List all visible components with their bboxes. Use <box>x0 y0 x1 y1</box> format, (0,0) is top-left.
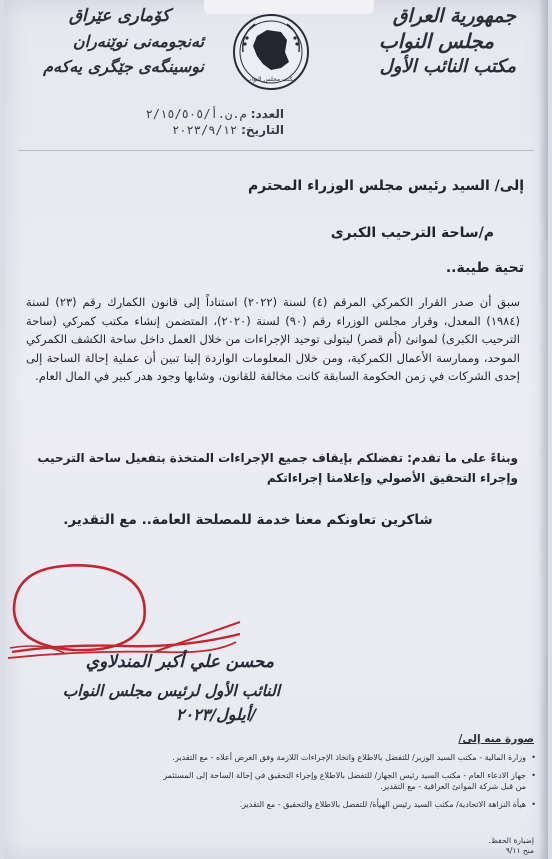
copies-footer <box>374 836 534 855</box>
addressee: إلى/ السيد رئيس مجلس الوزراء المحترم <box>247 178 524 194</box>
letter-request: وبناءً على ما تقدم: تفضلكم بإيقاف جميع الإجراءات المتخذة بتفعيل ساحة الترحيب وإجراء التحقيق الأصولي وإعلامنا إجراءاتكم <box>37 451 518 485</box>
letterhead-council: مجلس النواب <box>378 29 494 53</box>
signatory-title: النائب الأول لرئيس مجلس النواب <box>62 681 280 700</box>
emblem-caption: مكتب مجلس النواب <box>245 76 297 83</box>
reference-date-label: التاريخ: <box>241 123 284 137</box>
copy-recipient: • وزارة المالية - مكتب السيد الوزير/ للتفضل بالاطلاع واتخاذ الإجراءات اللازمة وفق الغرض أعلاه - مع التقدير. <box>154 752 536 764</box>
letterhead-arabic <box>356 4 516 79</box>
greeting: تحية طيبة.. <box>445 260 524 276</box>
reference-date-value: ٢٠٢٣/٩/١٢ <box>172 123 238 137</box>
letterhead-office-kurdish: نوسینگه‌ی جێگری یه‌كه‌م <box>43 57 204 76</box>
letter-body: سبق أن صدر القرار الكمركي المرقم (٤) لسنة (٢٠٢٢) استناداً إلى قانون الكمارك رقم (٢٣) لسنة (١٩٨٤) المعدل، وقرار مجلس الوزراء رقم (٩٠) لسنة (٢٠٢٠)، المتضمن إنشاء مكتب كمركي (ساحة الترحيب الكبرى) لموانئ (أم قصر) ليتولى توحيد الإجراءات من خلال العمل داخل ساحة الكشف الكمركي الموحد، وممارسة الأعمال الكمركية، ومن خلال المعلومات الواردة إلينا تبين أن عملية إحالة الساحة إلى إحدى الشركات في زمن الحكومة السابقة كانت مخالفة للقانون، وشابها وجود هدر كبير في المال العام. <box>26 295 521 384</box>
letterhead-country-kurdish: كۆماری عێراق <box>68 6 170 26</box>
reference-date <box>24 122 284 138</box>
letter-sheet <box>4 0 548 859</box>
reference-number <box>24 106 284 122</box>
letterhead-kurdish <box>34 4 204 79</box>
reference-number-value: م.ن.أ/٢/١٥/٥٠٥ <box>145 107 247 121</box>
header-divider <box>18 150 534 151</box>
copies-heading: صورة منه إلى/ <box>458 733 534 745</box>
reference-number-label: العدد: <box>250 107 284 121</box>
closing-line: شاكرين تعاونكم معنا خدمة للمصلحة العامة.. مع التقدير. <box>63 512 433 528</box>
parliament-emblem-icon <box>231 12 311 92</box>
archive-note: إضبارة الحفظ. <box>488 836 534 845</box>
copy-recipient: • هيأة النزاهة الاتحادية/ مكتب السيد رئيس الهيأة/ للتفضل بالاطلاع والتحقيق - مع التقدير. <box>154 799 536 811</box>
scan-edge-shadow <box>538 0 548 859</box>
letterhead-office: مكتب النائب الأول <box>379 56 516 77</box>
signatory-name: محسن علي أكبر المندلاوي <box>85 652 274 672</box>
signature-date: /أيلول/٢٠٢٣ <box>175 705 256 724</box>
letterhead-council-kurdish: ئه‌نجومه‌نی نوێنه‌ران <box>72 32 204 51</box>
copies-list <box>154 752 536 816</box>
reference-block <box>24 106 284 138</box>
typist-initials: منح ٩/١١ <box>505 845 534 855</box>
letterhead-country: جمهورية العراق <box>392 5 516 27</box>
subject-line: م/ساحة الترحيب الكبرى <box>330 225 494 241</box>
copy-recipient: • جهاز الادعاء العام - مكتب السيد رئيس الجهاز/ للتفضل بالاطلاع وإجراء التحقيق في إحالة الساحة إلى المستثمر من قبل شركة الموانئ العراقية - مع التقدير. <box>154 770 536 793</box>
